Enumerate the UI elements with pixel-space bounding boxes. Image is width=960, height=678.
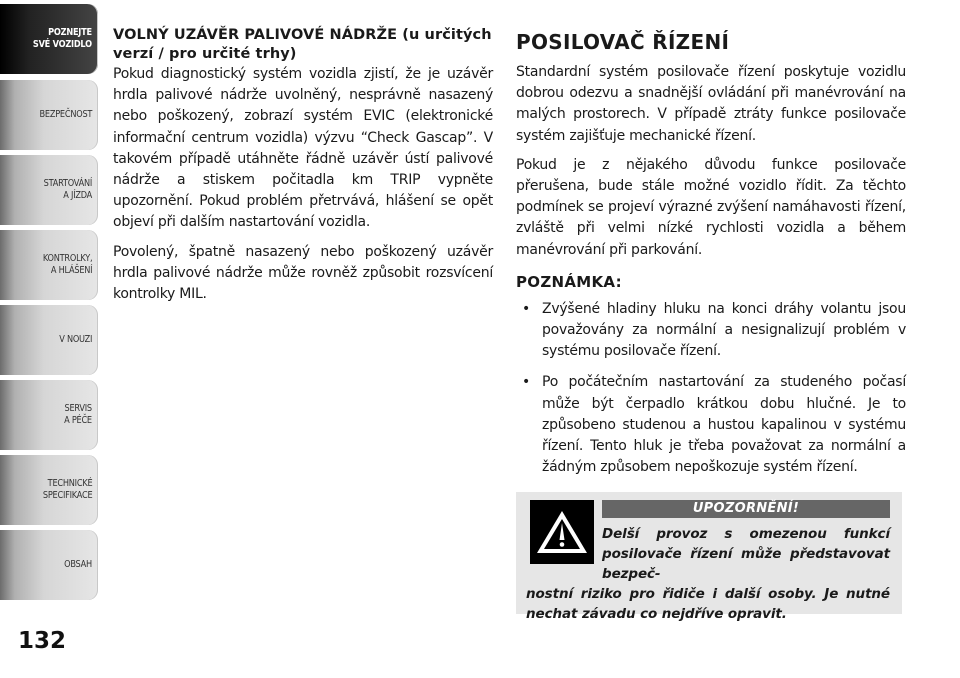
chapter-tabs — [0, 0, 100, 678]
tab-label: OBSAH — [64, 559, 92, 570]
tab-label: STARTOVÁNÍ A JÍZDA — [43, 178, 92, 201]
tab-poznejte-sve-vozidlo[interactable] — [0, 4, 98, 74]
tab-servis-a-pece[interactable] — [0, 380, 98, 450]
tab-label: BEZPEČNOST — [39, 109, 92, 120]
tab-startovani-a-jizda[interactable] — [0, 155, 98, 225]
list-item: • Po počátečním nastartování za studeného počasí může být čerpadlo krátkou dobu hlučné. Je to způsobeno studenou a hustou kapalinou v systému řízení. Tento hluk je třeba považovat za normální a žádným způsobem nepoškozuje systém řízení. — [516, 372, 906, 478]
warning-text-rest: nostní riziko pro řidiče i další osoby. Je nutné nechat závadu co nejdříve opravit. — [526, 586, 890, 623]
warning-text-start: Delší provoz s omezenou funkcí posilovače řízení může představovat bezpeč- — [602, 526, 890, 583]
page-number: 132 — [18, 628, 67, 654]
list-item: • Zvýšené hladiny hluku na konci dráhy volantu jsou považovány za normální a nesignalizují problém v systému posilovače řízení. — [516, 299, 906, 363]
note-heading: POZNÁMKA: — [516, 272, 622, 291]
warning-box — [516, 492, 902, 623]
tab-label: KONTROLKY, A HLÁŠENÍ — [42, 253, 92, 276]
left-column — [113, 26, 493, 305]
paragraph: Povolený, špatně nasazený nebo poškozený uzávěr hrdla palivové nádrže může rovněž způsobit rozsvícení kontrolky MIL. — [113, 243, 493, 303]
tab-kontrolky-a-hlaseni[interactable] — [0, 230, 98, 300]
right-column — [516, 26, 906, 623]
tab-obsah[interactable] — [0, 530, 98, 600]
note-list — [516, 299, 906, 479]
tab-bezpecnost[interactable] — [0, 80, 98, 150]
section-subheading: VOLNÝ UZÁVĚR PALIVOVÉ NÁDRŽE (u určitých verzí / pro určité trhy) — [113, 27, 492, 62]
warning-header: UPOZORNĚNÍ! — [602, 500, 890, 518]
paragraph: Pokud diagnostický systém vozidla zjistí, že je uzávěr hrdla palivové nádrže uvolněný, nesprávně nasazený nebo poškozený, zobrazí systém EVIC (elektronické informační centrum vozidla) výzvu “Check Gascap”. V takovém případě utáhněte řádně uzávěr ústí palivové nádrže a stiskem počitadla km TRIP vypněte upozornění. Pokud problém přetrvává, hlášení se opět objeví při dalším nastartování vozidla. — [113, 66, 493, 231]
paragraph: Standardní systém posilovače řízení poskytuje vozidlu dobrou odezvu a snadnější ovládání při manévrování na malých prostorech. V případě ztráty funkce posilovače systém zajišťuje mechanické řízení. — [516, 64, 906, 144]
section-title: POSILOVAČ ŘÍZENÍ — [516, 30, 730, 54]
tab-label: POZNEJTE SVÉ VOZIDLO — [33, 27, 92, 50]
tab-label: TECHNICKÉ SPECIFIKACE — [42, 478, 92, 501]
tab-label: V NOUZI — [59, 334, 92, 345]
warning-triangle-icon — [530, 500, 594, 564]
paragraph: Pokud je z nějakého důvodu funkce posilovače přerušena, bude stále možné vozidlo řídit. Za těchto podmínek se projeví výrazné zvýšení namáhavosti řízení, zvláště při velmi nízké rychlosti vozidla a během manévrování při parkování. — [516, 156, 906, 258]
tab-v-nouzi[interactable] — [0, 305, 98, 375]
tab-label: SERVIS A PÉČE — [64, 403, 92, 426]
tab-technicke-specifikace[interactable] — [0, 455, 98, 525]
